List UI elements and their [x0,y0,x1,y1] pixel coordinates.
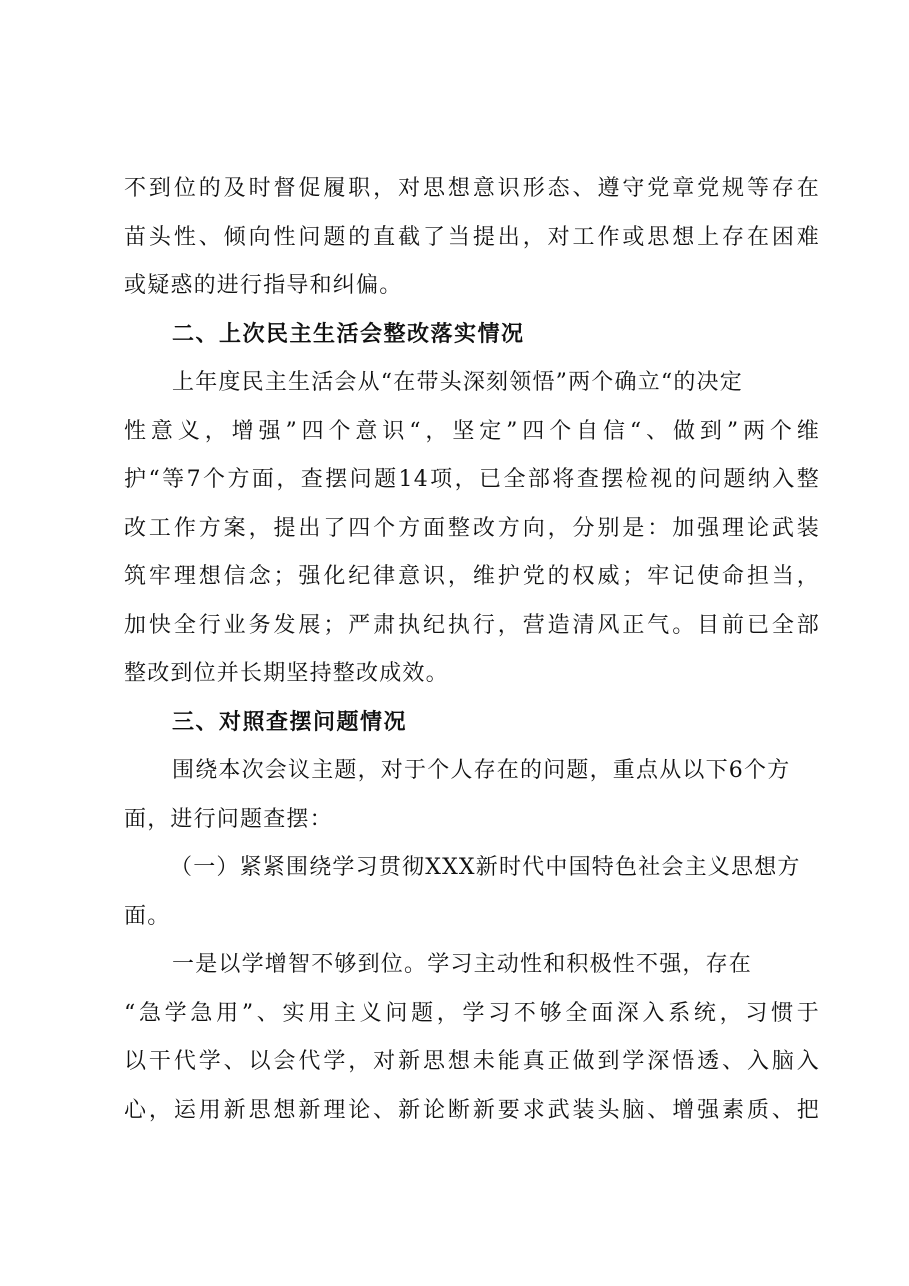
paragraph-line: “急学急用”、实用主义问题，学习不够全面深入系统，习惯于 [124,1000,820,1026]
paragraph-line: 护“等7个方面，查摆问题14项，已全部将查摆检视的问题纳入整 [124,467,820,492]
paragraph-line: 不到位的及时督促履职，对思想意识形态、遵守党章党规等存在 [124,176,820,201]
paragraph-line: 改工作方案，提出了四个方面整改方向，分别是：加强理论武装 [124,515,820,541]
paragraph-line: 以干代学、以会代学，对新思想未能真正做到学深悟透、入脑入 [124,1049,820,1074]
paragraph-line: 一是以学增智不够到位。学习主动性和积极性不强，存在 [172,952,753,977]
section-heading: 三、对照查摆问题情况 [172,709,408,735]
paragraph-line: 苗头性、倾向性问题的直截了当提出，对工作或思想上存在困难 [124,224,820,250]
paragraph-line: 面，进行问题查摆： [124,806,333,832]
paragraph-line: 围绕本次会议主题，对于个人存在的问题，重点从以下6个方 [172,758,791,783]
subsection-heading: （一）紧紧围绕学习贯彻XXX新时代中国特色社会主义思想方 [170,855,801,880]
section-heading: 二、上次民主生活会整改落实情况 [172,321,525,347]
paragraph-line: 整改到位并长期坚持整改成效。 [124,661,449,686]
paragraph-line: 或疑惑的进行指导和纠偏。 [124,273,403,298]
subsection-heading-continuation: 面。 [124,903,171,929]
paragraph-line: 心，运用新思想新理论、新论断新要求武装头脑、增强素质、把 [124,1097,820,1123]
paragraph-line: 筑牢理想信念；强化纪律意识，维护党的权威；牢记使命担当， [124,564,820,589]
document-body [124,165,824,1135]
paragraph-line: 加快全行业务发展；严肃执纪执行，营造清风正气。目前已全部 [124,612,820,638]
paragraph-line: 性意义，增强”四个意识“，坚定”四个自信“、做到”两个维 [124,418,820,444]
paragraph-line: 上年度民主生活会从“在带头深刻领悟”两个确立“的决定 [172,370,743,395]
